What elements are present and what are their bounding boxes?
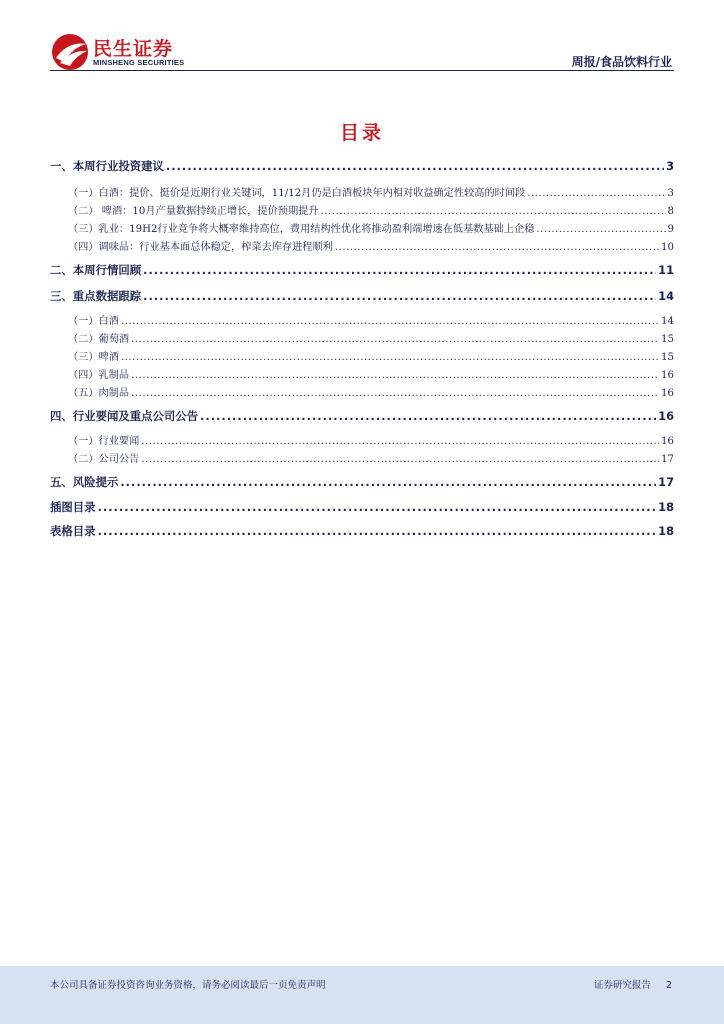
toc-entry-label: （二） 啤酒：10月产量数据持续正增长，提价预期提升 [68, 206, 319, 217]
toc-leader-dots [527, 188, 665, 199]
brand-name-cn: 民生证券 [93, 38, 174, 60]
toc-entry-label: 一、本周行业投资建议 [50, 159, 164, 173]
minsheng-logo-icon [50, 32, 90, 72]
page-footer [0, 966, 724, 1024]
toc-entry-page: 17 [658, 475, 674, 489]
toc-entry-page: 16 [661, 370, 674, 381]
toc-subsection-entry[interactable] [68, 366, 674, 381]
toc-entry-page: 3 [667, 188, 674, 199]
toc-subsection-entry[interactable] [68, 184, 674, 199]
report-type: 证券研究报告 [593, 980, 651, 991]
toc-leader-dots [143, 289, 656, 303]
toc-leader-dots [121, 352, 659, 363]
toc-entry-label: （四）乳制品 [68, 370, 130, 381]
toc-entry-page: 18 [658, 500, 674, 514]
toc-entry-label: 二、本周行情回顾 [50, 263, 142, 277]
toc-leader-dots [141, 436, 659, 447]
toc-leader-dots [143, 263, 656, 277]
toc-entry-label: （四）调味品：行业基本面总体稳定，榨菜去库存进程顺利 [68, 242, 333, 253]
toc-section-entry[interactable] [50, 499, 674, 515]
toc-leader-dots [98, 500, 657, 514]
toc-leader-dots [166, 159, 664, 173]
toc-subsection-entry[interactable] [68, 348, 674, 363]
toc-entry-page: 10 [661, 242, 674, 253]
toc-entry-label: （一）行业要闻 [68, 436, 140, 447]
toc-section-entry[interactable] [50, 158, 674, 174]
toc-leader-dots [121, 316, 659, 327]
toc-leader-dots [321, 206, 666, 217]
toc-leader-dots [536, 224, 665, 235]
toc-section-entry[interactable] [50, 262, 674, 278]
toc-entry-label: （二）葡萄酒 [68, 334, 130, 345]
toc-section-entry[interactable] [50, 474, 674, 490]
toc-subsection-entry[interactable] [68, 384, 674, 399]
toc-title: 目录 [339, 122, 384, 144]
toc-subsection-entry[interactable] [68, 202, 674, 217]
toc-subsection-entry[interactable] [68, 312, 674, 327]
toc-entry-page: 8 [667, 206, 674, 217]
toc-entry-label: （三）乳业：19H2行业竞争将大概率维持高位，费用结构性优化将推动盈利端增速在低基数基础上企稳 [68, 224, 535, 235]
toc-section-entry[interactable] [50, 288, 674, 304]
toc-entry-page: 18 [658, 524, 674, 538]
footer-right [594, 977, 672, 991]
toc-leader-dots [200, 409, 656, 423]
toc-subsection-entry[interactable] [68, 330, 674, 345]
toc-subsection-entry[interactable] [68, 432, 674, 447]
toc-entry-label: （三）啤酒 [68, 352, 119, 363]
toc-entry-page: 14 [658, 289, 674, 303]
toc-leader-dots [131, 388, 659, 399]
page-header [0, 0, 724, 72]
toc-leader-dots [131, 370, 659, 381]
toc-entry-label: （二）公司公告 [68, 454, 140, 465]
toc-entry-label: （一）白酒 [68, 316, 119, 327]
toc-subsection-entry[interactable] [68, 450, 674, 465]
toc-entry-label: （一）白酒：提价、挺价是近期行业关键词，11/12月仍是白酒板块年内相对收益确定性较高的时间段 [68, 188, 526, 199]
toc-entry-page: 9 [667, 224, 674, 235]
toc-leader-dots [98, 524, 657, 538]
report-category: 周报/食品饮料行业 [571, 55, 672, 69]
toc-section-entry[interactable] [50, 408, 674, 424]
toc-entry-page: 15 [661, 334, 674, 345]
toc-entry-page: 15 [661, 352, 674, 363]
toc-leader-dots [120, 475, 656, 489]
toc-entry-label: 三、重点数据跟踪 [50, 289, 142, 303]
toc-subsection-entry[interactable] [68, 220, 674, 235]
toc-subsection-entry[interactable] [68, 238, 674, 253]
toc-entry-page: 3 [666, 159, 674, 173]
toc-entry-page: 11 [658, 263, 674, 277]
toc-entry-label: 五、风险提示 [50, 475, 119, 489]
page-number: 2 [665, 980, 672, 991]
toc-entry-label: 四、行业要闻及重点公司公告 [50, 409, 199, 423]
toc-entry-page: 16 [661, 436, 674, 447]
toc-entry-label: （五）肉制品 [68, 388, 130, 399]
toc-entry-page: 17 [661, 454, 674, 465]
toc-entry-page: 14 [661, 316, 674, 327]
toc-entry-label: 表格目录 [50, 524, 96, 538]
toc-section-entry[interactable] [50, 523, 674, 539]
toc-entry-label: 插图目录 [50, 500, 96, 514]
footer-disclaimer: 本公司具备证券投资咨询业务资格，请务必阅读最后一页免责声明 [50, 980, 326, 991]
toc-leader-dots [131, 334, 659, 345]
toc-entry-page: 16 [661, 388, 674, 399]
toc-leader-dots [141, 454, 659, 465]
header-divider [50, 70, 674, 71]
toc-entry-page: 16 [658, 409, 674, 423]
brand-name-en: MINSHENG SECURITIES [93, 58, 185, 67]
toc-leader-dots [335, 242, 659, 253]
